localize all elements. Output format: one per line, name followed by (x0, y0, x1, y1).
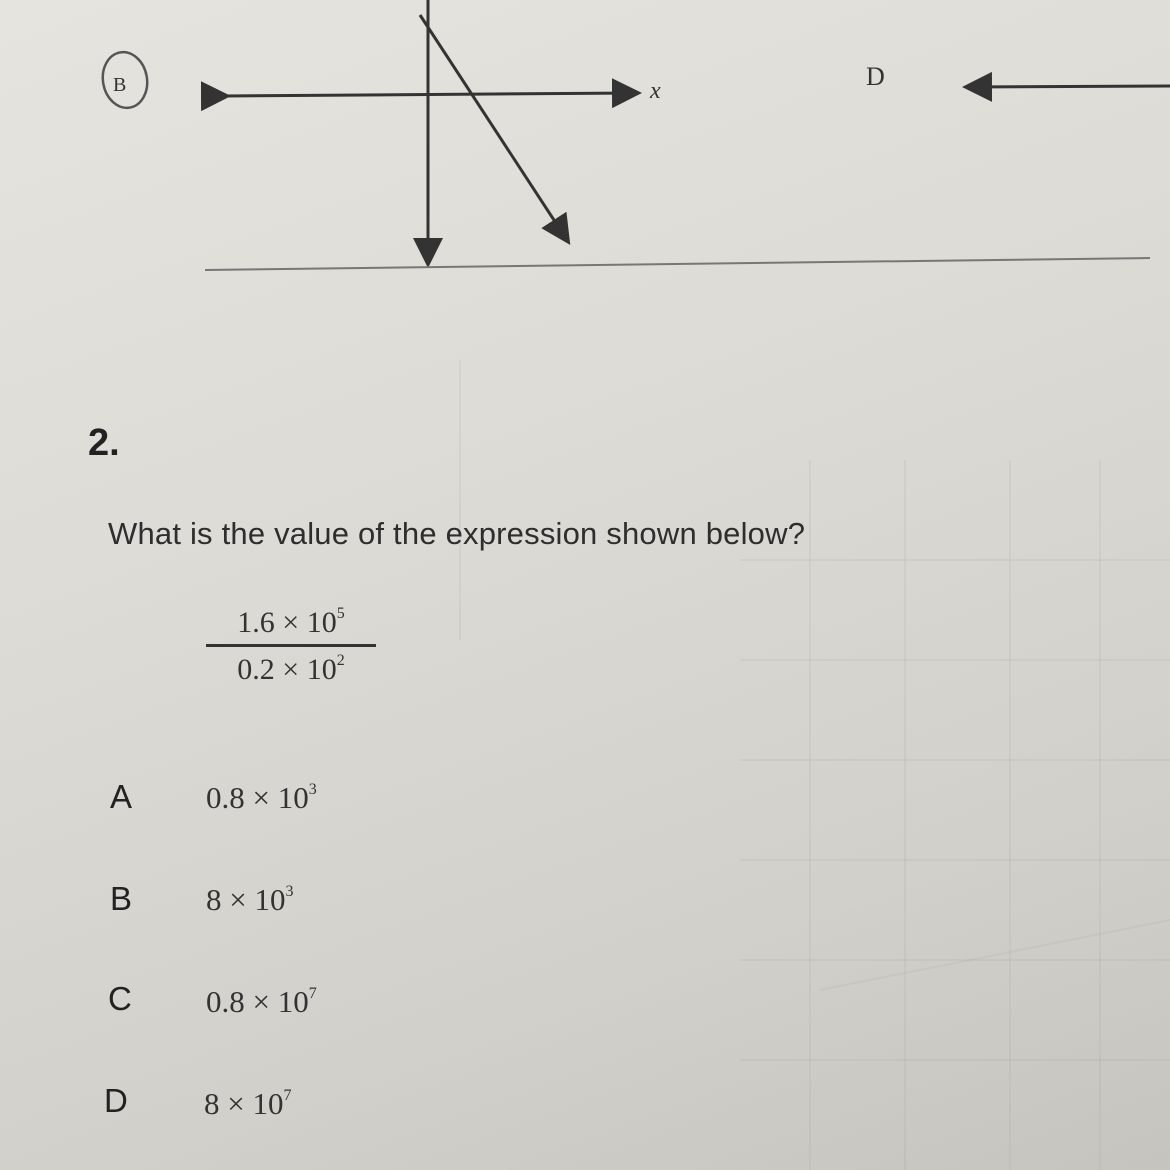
fraction-numerator: $1.6 \times 10^5$ (237, 605, 345, 639)
option-value: $0.8 \times 10^7$ (206, 984, 317, 1019)
fraction-bar (206, 644, 376, 647)
option-value: $8 \times 10^7$ (204, 1086, 292, 1121)
option-letter: A (110, 778, 133, 815)
question-number: 2. (88, 422, 120, 464)
question-text: What is the value of the expression shown below? (108, 516, 806, 551)
choice-d-label: D (866, 62, 885, 91)
coordinate-graph (0, 0, 1170, 300)
expression-fraction (206, 606, 376, 687)
option-letter: C (108, 980, 132, 1017)
fraction-denominator: $0.2 \times 10^2$ (237, 652, 345, 686)
x-axis (225, 93, 636, 96)
choice-b-label: B (113, 74, 127, 96)
graphed-line (420, 15, 567, 240)
option-letter: B (110, 880, 133, 917)
option-value: $0.8 \times 10^3$ (206, 780, 317, 815)
option-value: $8 \times 10^3$ (206, 882, 294, 917)
choice-d-x-axis (968, 86, 1170, 87)
section-divider (205, 258, 1150, 270)
x-axis-label: x (650, 78, 661, 104)
option-letter: D (104, 1082, 128, 1119)
